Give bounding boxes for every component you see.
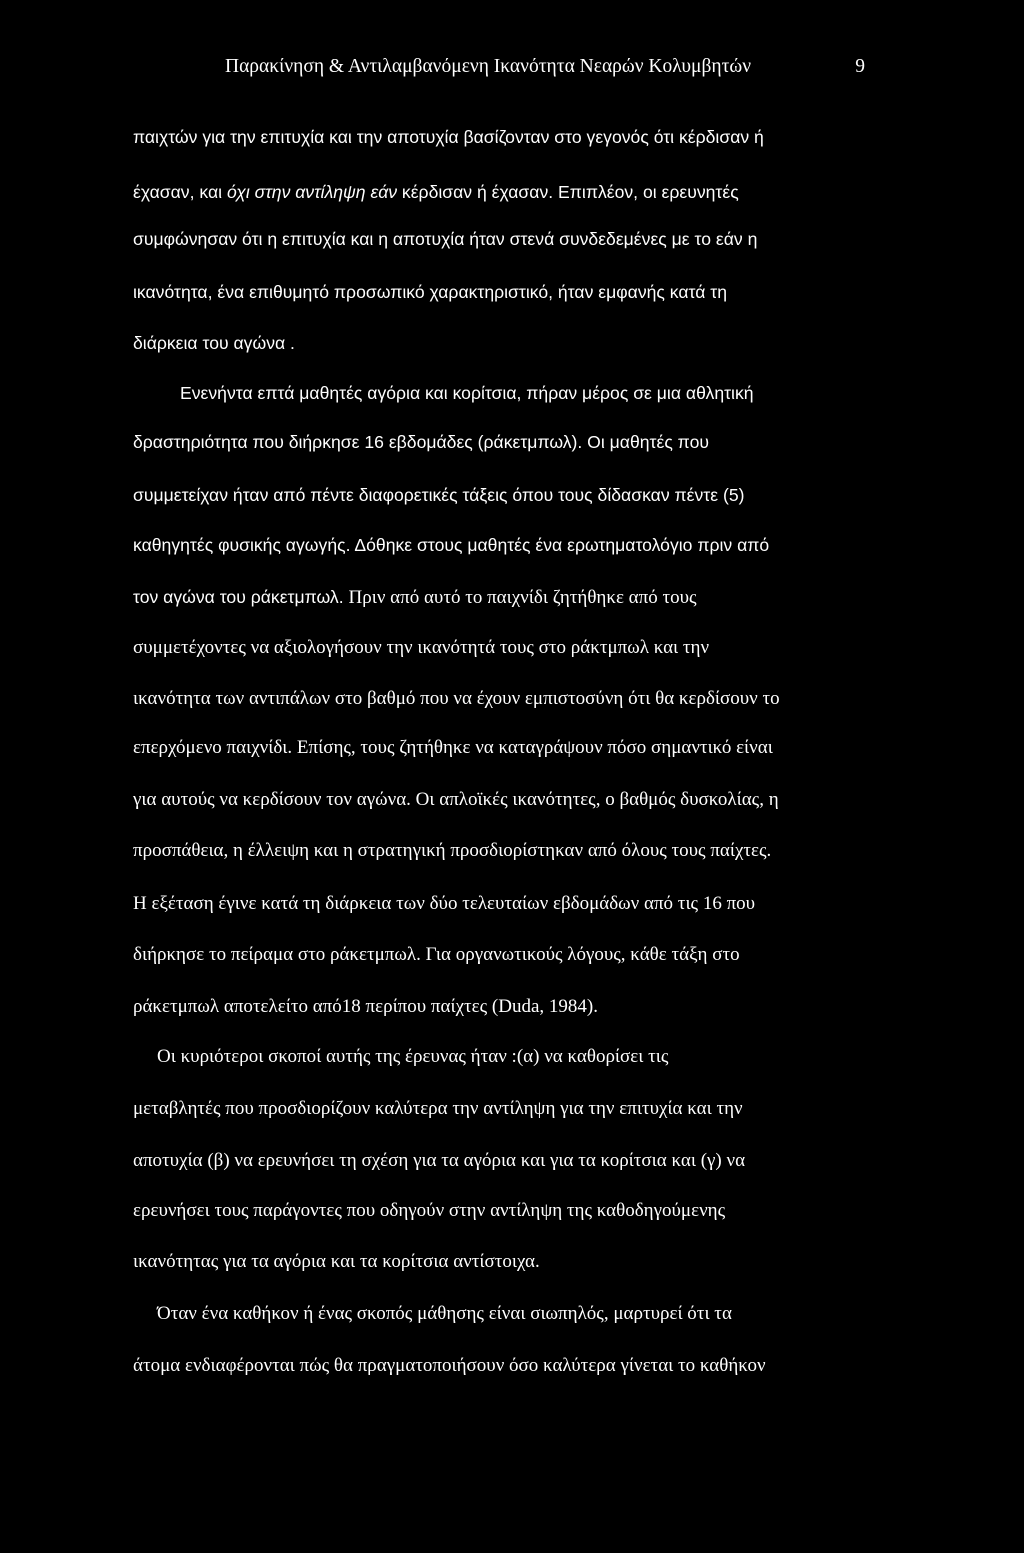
text-line: καθηγητές φυσικής αγωγής. Δόθηκε στους μαθητές ένα ερωτηματολόγιο πριν από <box>133 535 770 555</box>
text-line: δραστηριότητα που διήρκησε 16 εβδομάδες (ράκετμπωλ). Οι μαθητές που <box>133 432 709 452</box>
text-line: άτομα ενδιαφέρονται πώς θα πραγματοποιήσουν όσο καλύτερα γίνεται το καθήκον <box>133 1355 766 1376</box>
text-line: παιχτών για την επιτυχία και την αποτυχία βασίζονταν στο γεγονός ότι κέρδισαν ή <box>133 127 764 147</box>
text-line: προσπάθεια, η έλλειψη και η στρατηγική προσδιορίστηκαν από όλους τους παίχτες. <box>133 840 772 861</box>
running-head-title: Παρακίνηση & Αντιλαμβανόμενη Ικανότητα Νεαρών Κολυμβητών <box>225 56 752 77</box>
text-line: Οι κυριότεροι σκοποί αυτής της έρευνας ήταν :(α) να καθορίσει τις <box>157 1046 669 1067</box>
text-line: Η εξέταση έγινε κατά τη διάρκεια των δύο τελευταίων εβδομάδων από τις 16 που <box>133 893 756 914</box>
text-line: επερχόμενο παιχνίδι. Επίσης, τους ζητήθηκε να καταγράψουν πόσο σημαντικό είναι <box>133 737 773 758</box>
text-line: τον αγώνα του ράκετμπωλ. Πριν από αυτό το παιχνίδι ζητήθηκε από τους <box>133 587 697 608</box>
text-line: ράκετμπωλ αποτελείτο από18 περίπου παίχτες (Duda, 1984). <box>133 996 598 1017</box>
text-line: Ενενήντα επτά μαθητές αγόρια και κορίτσια, πήραν μέρος σε μια αθλητική <box>180 383 754 403</box>
text-line: συμμετείχαν ήταν από πέντε διαφορετικές τάξεις όπου τους δίδασκαν πέντε (5) <box>133 485 745 505</box>
page-number: 9 <box>855 56 865 77</box>
text-line: ικανότητα, ένα επιθυμητό προσωπικό χαρακτηριστικό, ήταν εμφανής κατά τη <box>133 282 728 302</box>
text-line: συμφώνησαν ότι η επιτυχία και η αποτυχία ήταν στενά συνδεδεμένες με το εάν η <box>133 229 758 249</box>
text-line: διήρκησε το πείραμα στο ράκετμπωλ. Για οργανωτικούς λόγους, κάθε τάξη στο <box>133 944 740 965</box>
text-line: Όταν ένα καθήκον ή ένας σκοπός μάθησης είναι σιωπηλός, μαρτυρεί ότι τα <box>157 1303 732 1324</box>
text-line: ικανότητας για τα αγόρια και τα κορίτσια αντίστοιχα. <box>133 1251 540 1272</box>
text-line: αποτυχία (β) να ερευνήσει τη σχέση για τα αγόρια και για τα κορίτσια και (γ) να <box>133 1150 746 1171</box>
text-line: διάρκεια του αγώνα . <box>133 333 295 353</box>
text-line: μεταβλητές που προσδιορίζουν καλύτερα την αντίληψη για την επιτυχία και την <box>133 1098 743 1119</box>
emphasis: όχι στην αντίληψη εάν <box>226 182 398 202</box>
text-line: για αυτούς να κερδίσουν τον αγώνα. Οι απλοϊκές ικανότητες, ο βαθμός δυσκολίας, η <box>133 789 779 810</box>
text-line: συμμετέχοντες να αξιολογήσουν την ικανότητά τους στο ράκτμπωλ και την <box>133 637 710 658</box>
text-line: ικανότητα των αντιπάλων στο βαθμό που να έχουν εμπιστοσύνη ότι θα κερδίσουν το <box>133 688 780 709</box>
running-head <box>225 54 865 80</box>
text-line: ερευνήσει τους παράγοντες που οδηγούν στην αντίληψη της καθοδηγούμενης <box>133 1200 726 1221</box>
text-line: έχασαν, και όχι στην αντίληψη εάν κέρδισαν ή έχασαν. Επιπλέον, οι ερευνητές <box>133 182 739 202</box>
